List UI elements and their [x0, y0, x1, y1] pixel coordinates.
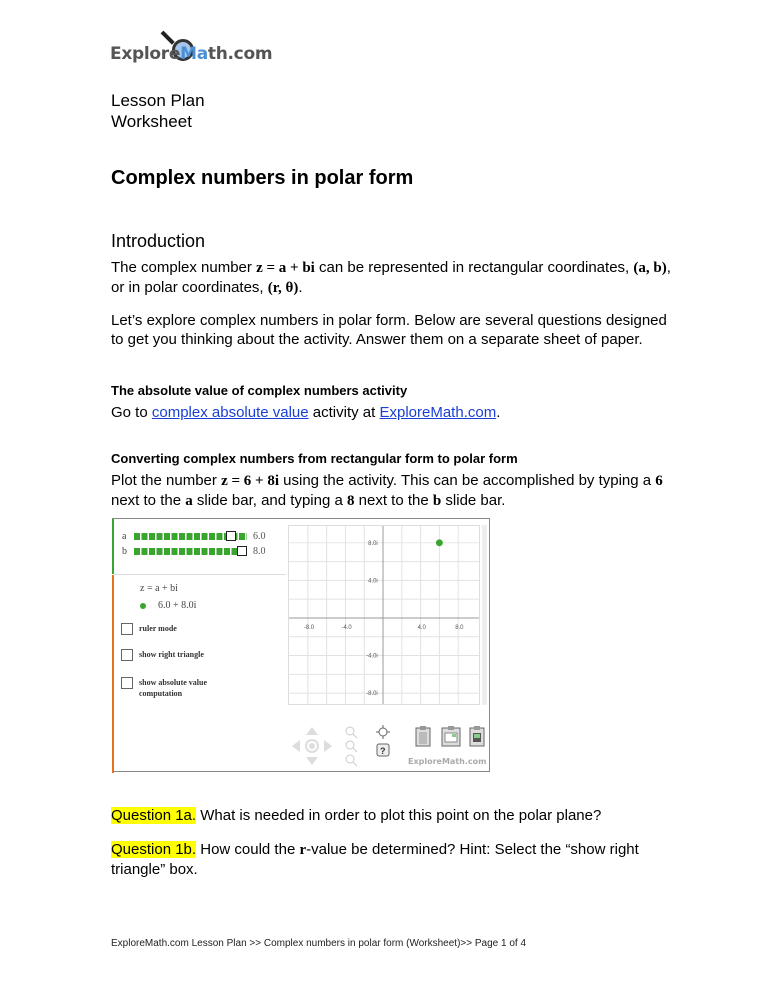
divider [114, 574, 286, 575]
question-1a: Question 1a. What is needed in order to plot this point on the polar plane? [111, 807, 602, 824]
svg-text:-8.0i: -8.0i [366, 691, 378, 698]
svg-text:-4.0: -4.0 [341, 624, 352, 631]
show-absolute-value-checkbox-row[interactable]: show absolute value computation [121, 677, 229, 699]
introduction-paragraph-2: Let’s explore complex numbers in polar form. Below are several questions designed to get you thinking about the activity. Answer them on a separate sheet of paper. [111, 312, 667, 348]
graph-scrollbar[interactable] [482, 525, 487, 705]
point-dot-icon [140, 603, 146, 609]
clipboard-icon-2[interactable] [440, 725, 462, 747]
complex-absolute-value-link[interactable]: complex absolute value [151, 404, 309, 421]
slider-knob[interactable] [237, 546, 247, 556]
point-entry: 6.0 + 8.0i [140, 600, 196, 611]
help-icon[interactable] [376, 743, 390, 757]
svg-text:?: ? [380, 746, 386, 756]
center-target-icon[interactable] [376, 725, 390, 739]
clipboard-icon-3[interactable] [468, 725, 486, 747]
equation-label: z = a + bi [140, 583, 178, 594]
pan-control-icon[interactable] [290, 725, 334, 767]
svg-text:-8.0: -8.0 [303, 624, 315, 631]
complex-plane-graph[interactable] [288, 525, 480, 705]
plotted-point[interactable] [436, 539, 443, 546]
activity-paragraph: Go to complex absolute value activity at ExploreMath.com. [111, 404, 501, 421]
converting-heading: Converting complex numbers from rectangular form to polar form [111, 451, 518, 466]
show-right-triangle-checkbox-row[interactable]: show right triangle [121, 649, 204, 661]
slider-knob[interactable] [226, 531, 236, 541]
slider-track[interactable] [134, 548, 247, 555]
ruler-mode-checkbox-row[interactable]: ruler mode [121, 623, 177, 635]
slider-track[interactable] [134, 533, 247, 540]
clipboard-icon-1[interactable] [414, 725, 432, 747]
magnifier-handle-icon [161, 31, 175, 45]
slider-b[interactable]: b 8.0 [122, 545, 266, 557]
document-type: Lesson Plan Worksheet [111, 91, 205, 131]
question-label: Question 1a. [111, 807, 197, 824]
svg-text:8.0i: 8.0i [368, 540, 378, 547]
zoom-controls-icon[interactable] [344, 725, 360, 769]
svg-text:4.0i: 4.0i [368, 578, 378, 585]
show-right-triangle-checkbox[interactable] [121, 649, 133, 661]
slider-a[interactable]: a 6.0 [122, 530, 266, 542]
exploremath-link[interactable]: ExploreMath.com [379, 404, 497, 421]
activity-heading: The absolute value of complex numbers activity [111, 383, 408, 398]
logo-text: ExploreMath.com [110, 44, 273, 64]
converting-paragraph: Plot the number z = 6 + 8i using the activity. This can be accomplished by typing a 6 next to the a slide bar, and typing a 8 next to the b slide bar. [111, 472, 663, 509]
introduction-heading: Introduction [111, 231, 206, 251]
question-1b: Question 1b. How could the r-value be determined? Hint: Select the “show right triangle” box. [111, 841, 639, 878]
svg-text:8.0: 8.0 [455, 624, 464, 631]
svg-text:-4.0i: -4.0i [366, 653, 378, 660]
page-title: Complex numbers in polar form [111, 167, 414, 189]
show-absolute-value-checkbox[interactable] [121, 677, 133, 689]
svg-text:4.0: 4.0 [417, 624, 426, 631]
ruler-mode-checkbox[interactable] [121, 623, 133, 635]
control-panel [114, 519, 286, 773]
applet-screenshot [112, 518, 490, 772]
introduction-paragraph-1: The complex number z = a + bi can be represented in rectangular coordinates, (a, b), or in polar coordinates, (r, θ). [111, 259, 671, 296]
page-footer: ExploreMath.com Lesson Plan >> Complex numbers in polar form (Worksheet)>> Page 1 of 4 [111, 938, 527, 949]
question-label: Question 1b. [111, 841, 197, 858]
explore-math-logo [110, 28, 273, 68]
applet-logo: ExploreMath.com [408, 757, 487, 766]
